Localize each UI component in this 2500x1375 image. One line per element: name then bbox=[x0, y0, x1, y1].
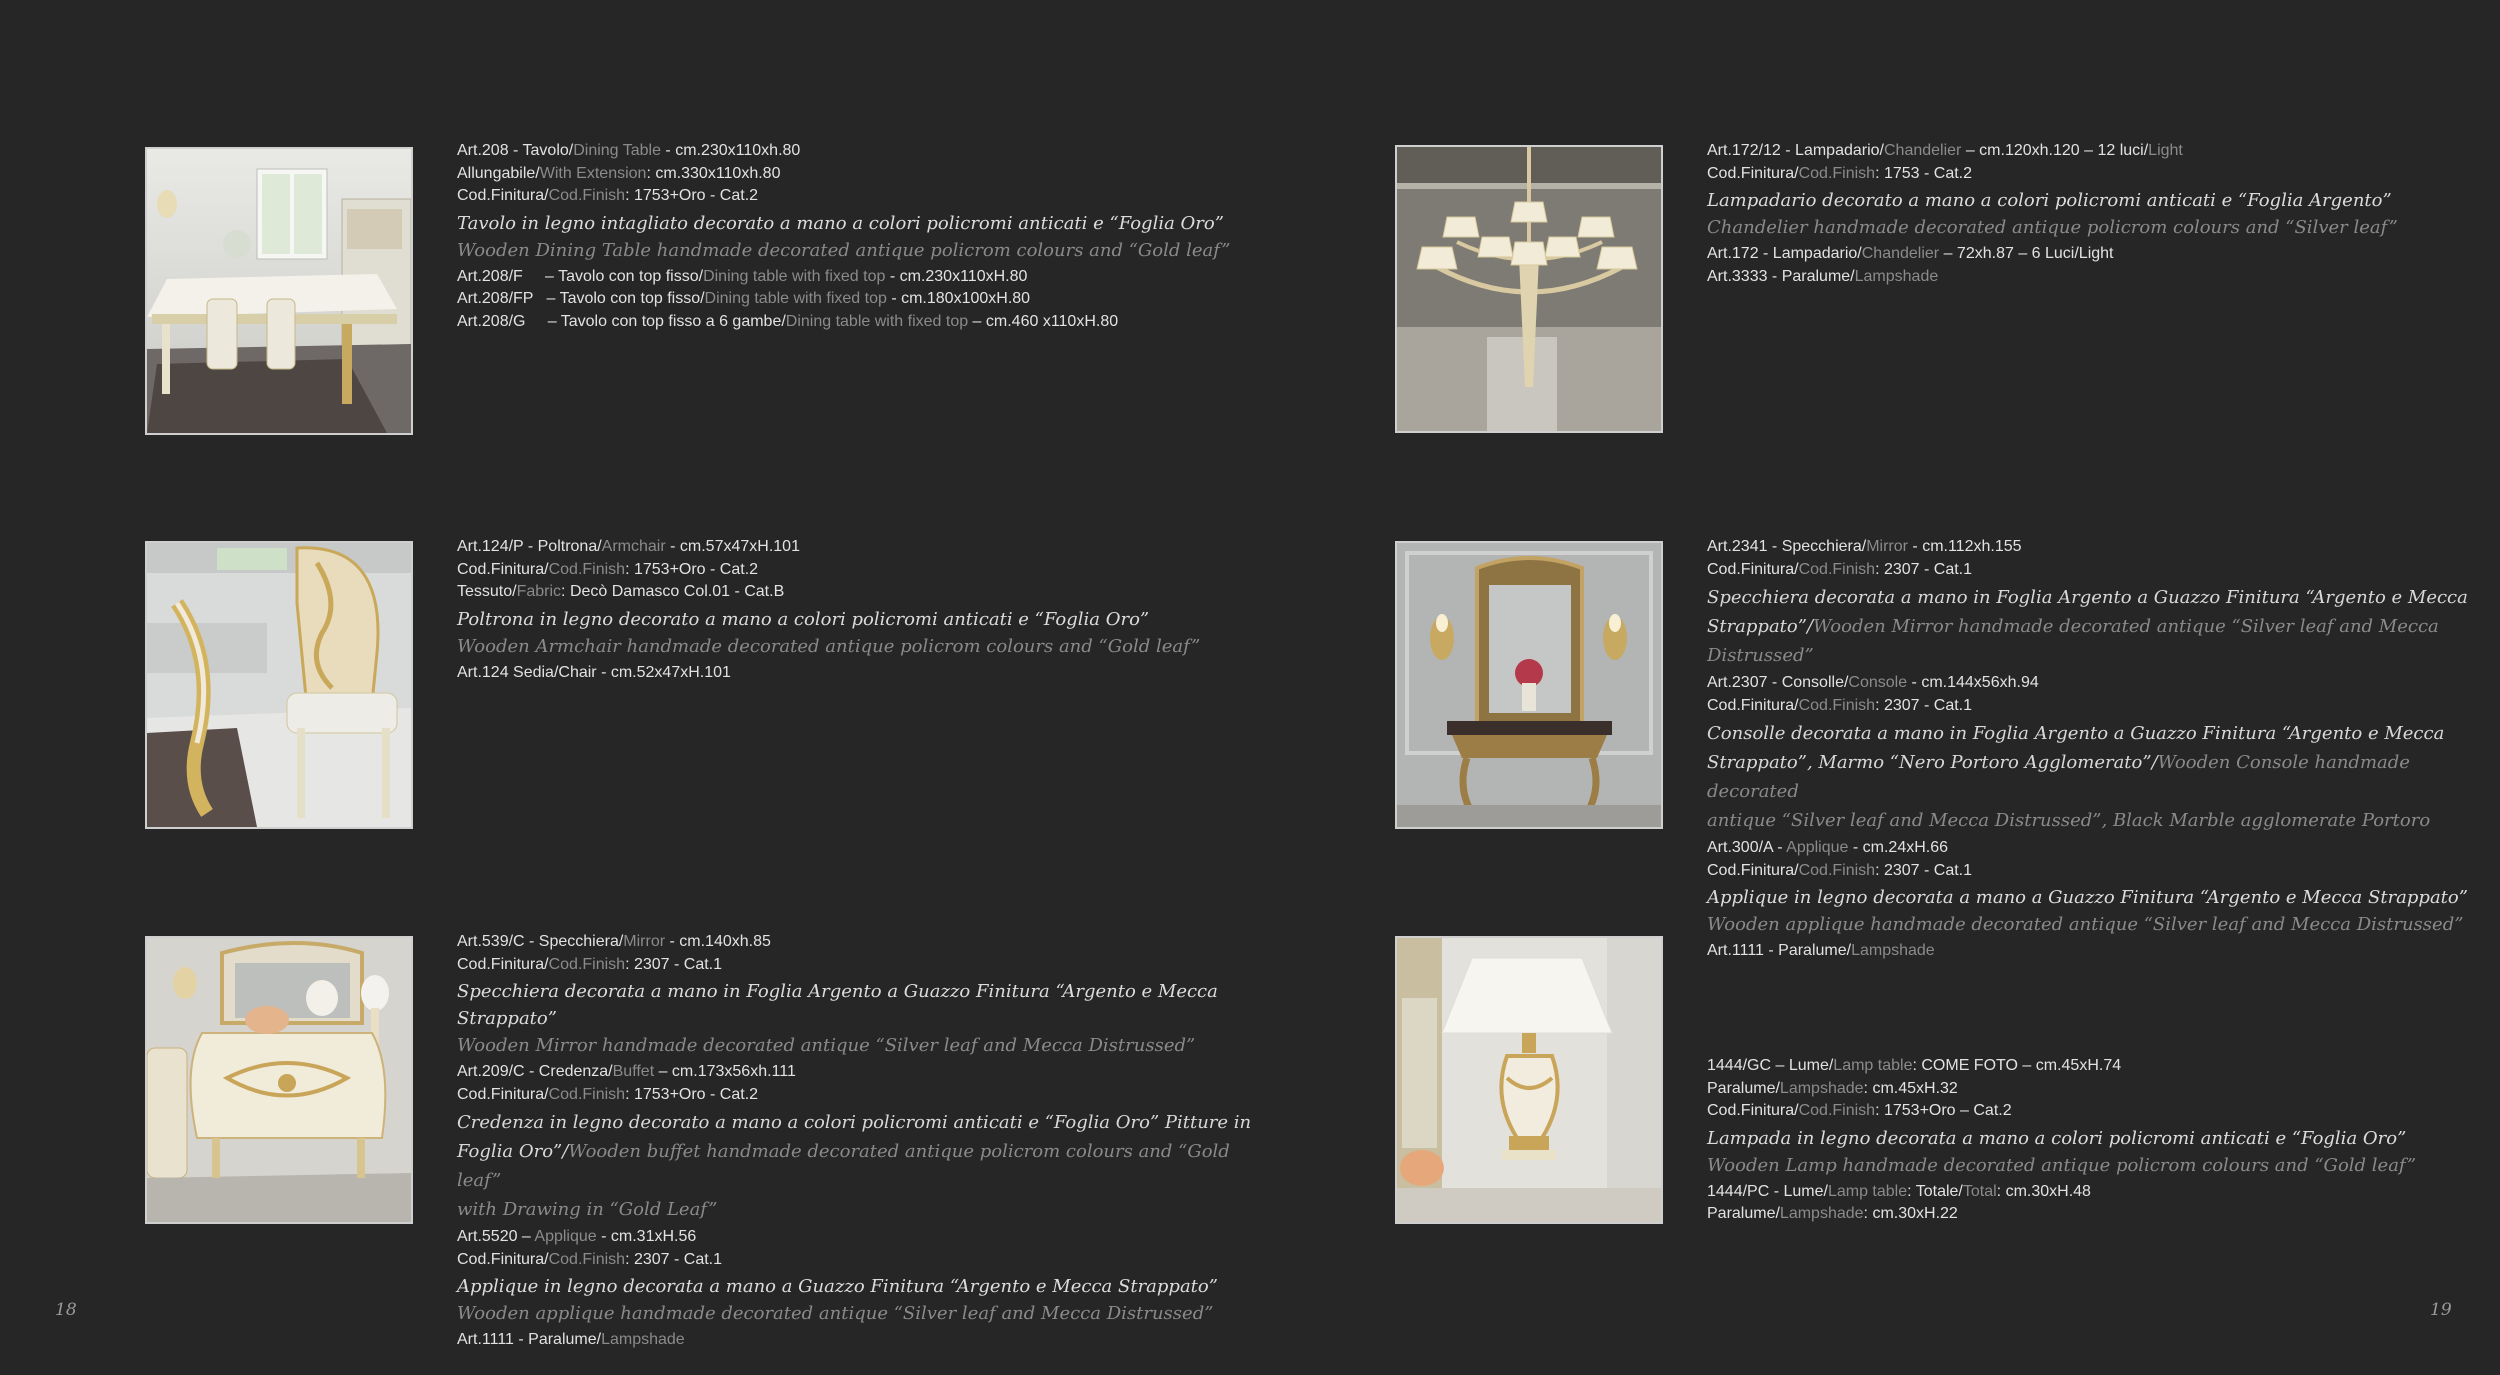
english-description: Wooden Mirror handmade decorated antique “Silver leaf and Mecca Distrussed” bbox=[1707, 616, 2439, 666]
dining-table-description bbox=[457, 140, 1257, 333]
finish-line: Cod.Finitura/Cod.Finish: 2307 - Cat.1 bbox=[1707, 696, 1973, 714]
italian-description: Specchiera decorata a mano in Foglia Argento a Guazzo Finitura “Argento e Mecca bbox=[1707, 587, 2468, 608]
product-line: Art.2307 - Consolle/Console - cm.144x56xh.94 bbox=[1707, 674, 2039, 691]
english-description: with Drawing in “Gold Leaf” bbox=[457, 1199, 718, 1220]
english-description: Wooden Lamp handmade decorated antique policrom colours and “Gold leaf” bbox=[1707, 1154, 2417, 1176]
product-line: Art.539/C - Specchiera/Mirror - cm.140xh.85 bbox=[457, 933, 771, 950]
italian-description: Strappato”, Marmo “Nero Portoro Agglomerato”/ bbox=[1707, 752, 2158, 773]
english-description: Wooden Armchair handmade decorated antique policrom colours and “Gold leaf” bbox=[457, 635, 1201, 657]
table-lamp-photo bbox=[1395, 936, 1663, 1224]
product-line: Art.300/A - Applique - cm.24xH.66 bbox=[1707, 839, 1949, 856]
product-line: Art.1111 - Paralume/Lampshade bbox=[1707, 942, 1935, 959]
chandelier-photo bbox=[1395, 145, 1663, 433]
english-description: Chandelier handmade decorated antique policrom colours and “Silver leaf” bbox=[1707, 217, 2398, 238]
english-description: Wooden Mirror handmade decorated antique “Silver leaf and Mecca Distrussed” bbox=[457, 1035, 1196, 1056]
english-description: Wooden buffet handmade decorated antique policrom colours and “Gold leaf” bbox=[457, 1141, 1230, 1191]
product-line: Art.124/P - Poltrona/Armchair - cm.57x47xH.101 bbox=[457, 538, 800, 555]
label-en: With Extension bbox=[539, 164, 647, 182]
english-description: Wooden Dining Table handmade decorated antique policrom colours and “Gold leaf” bbox=[457, 239, 1231, 261]
chandelier-description bbox=[1707, 140, 2500, 288]
mixed-description bbox=[1707, 583, 2500, 670]
mirror-console-photo bbox=[1395, 541, 1663, 829]
italian-description: Consolle decorata a mano in Foglia Argento a Guazzo Finitura “Argento e Mecca bbox=[1707, 723, 2445, 744]
product-line: Art.209/C - Credenza/Buffet – cm.173x56xh.111 bbox=[457, 1063, 796, 1080]
buffet-photo bbox=[145, 936, 413, 1224]
italian-description: Poltrona in legno decorato a mano a colori policromi anticati e “Foglia Oro” bbox=[457, 608, 1150, 630]
product-line: Art.5520 – Applique - cm.31xH.56 bbox=[457, 1228, 697, 1245]
lampshade-line: Paralume/Lampshade: cm.30xH.22 bbox=[1707, 1205, 1958, 1222]
italian-description: Lampada in legno decorata a mano a colori policromi anticati e “Foglia Oro” bbox=[1707, 1127, 2407, 1149]
fabric-line: Tessuto/Fabric: Decò Damasco Col.01 - Cat.B bbox=[457, 583, 785, 600]
product-line bbox=[457, 140, 1257, 163]
english-description: Wooden applique handmade decorated antique “Silver leaf and Mecca Distrussed” bbox=[457, 1303, 1214, 1324]
italian-description: Specchiera decorata a mano in Foglia Argento a Guazzo Finitura “Argento e Mecca Strappato” bbox=[457, 981, 1218, 1029]
product-line: Art.172 - Lampadario/Chandelier – 72xh.87 – 6 Luci/Light bbox=[1707, 245, 2114, 262]
label-it: Art.208 - Tavolo/ bbox=[457, 142, 574, 159]
product-line: 1444/GC – Lume/Lamp table: COME FOTO – cm.45xH.74 bbox=[1707, 1057, 2122, 1074]
mixed-description bbox=[1707, 719, 2500, 835]
italian-description: Applique in legno decorata a mano a Guazzo Finitura “Argento e Mecca Strappato” bbox=[457, 1276, 1218, 1297]
variant-line: Art.208/G – Tavolo con top fisso a 6 gambe/Dining table with fixed top – cm.460 x110xH.80 bbox=[457, 312, 1119, 330]
italian-description: Credenza in legno decorato a mano a colori policromi anticati e “Foglia Oro” Pitture in bbox=[457, 1112, 1252, 1133]
table-lamp-description bbox=[1707, 1055, 2500, 1226]
finish-line: Cod.Finitura/Cod.Finish: 2307 - Cat.1 bbox=[1707, 861, 1973, 879]
label-it: Allungabile/ bbox=[457, 164, 540, 182]
label-dimensions: - cm.230x110xh.80 bbox=[660, 142, 801, 159]
product-line: Art.2341 - Specchiera/Mirror - cm.112xh.155 bbox=[1707, 538, 2022, 555]
label-en: Dining Table bbox=[573, 142, 661, 159]
italian-description: Foglia Oro”/ bbox=[457, 1141, 569, 1162]
italian-description: Tavolo in legno intagliato decorato a mano a colori policromi anticati e “Foglia Oro” bbox=[457, 212, 1224, 234]
armchair-description bbox=[457, 536, 1257, 684]
page-number-right: 19 bbox=[2430, 1300, 2452, 1320]
buffet-description bbox=[457, 931, 1257, 1352]
italian-description: Strappato”/ bbox=[1707, 616, 1814, 637]
mirror-console-description bbox=[1707, 536, 2500, 963]
mixed-description bbox=[457, 1108, 1257, 1224]
armchair-photo bbox=[145, 541, 413, 829]
product-line: Art.3333 - Paralume/Lampshade bbox=[1707, 267, 1939, 285]
finish-line: Cod.Finitura/Cod.Finish: 2307 - Cat.1 bbox=[1707, 560, 1973, 578]
english-description: antique “Silver leaf and Mecca Distrussed”, Black Marble agglomerate Portoro bbox=[1707, 810, 2431, 831]
variant-line: Art.124 Sedia/Chair - cm.52x47xH.101 bbox=[457, 663, 731, 681]
finish-line: Cod.Finitura/Cod.Finish: 1753+Oro - Cat.2 bbox=[457, 560, 759, 578]
english-description: Wooden applique handmade decorated antique “Silver leaf and Mecca Distrussed” bbox=[1707, 914, 2464, 935]
finish-line: Cod.Finitura/Cod.Finish: 2307 - Cat.1 bbox=[457, 955, 723, 973]
finish-line: Cod.Finitura/Cod.Finish: 1753+Oro - Cat.2 bbox=[457, 1085, 759, 1103]
variant-line: Art.208/FP – Tavolo con top fisso/Dining table with fixed top - cm.180x100xH.80 bbox=[457, 290, 1031, 307]
finish-line: Cod.Finitura/Cod.Finish: 1753+Oro – Cat.2 bbox=[1707, 1102, 2012, 1119]
page-number-left: 18 bbox=[55, 1300, 77, 1320]
italian-description: Applique in legno decorata a mano a Guazzo Finitura “Argento e Mecca Strappato” bbox=[1707, 887, 2468, 908]
italian-description: Lampadario decorato a mano a colori policromi anticati e “Foglia Argento” bbox=[1707, 190, 2392, 211]
product-line: 1444/PC - Lume/Lamp table: Totale/Total: cm.30xH.48 bbox=[1707, 1182, 2091, 1200]
finish-line: Cod.Finitura/Cod.Finish: 2307 - Cat.1 bbox=[457, 1250, 723, 1268]
variant-line: Art.208/F – Tavolo con top fisso/Dining table with fixed top - cm.230x110xH.80 bbox=[457, 267, 1028, 285]
label-en: Cod.Finish bbox=[548, 187, 626, 204]
finish-line: Cod.Finitura/Cod.Finish: 1753 - Cat.2 bbox=[1707, 164, 1973, 182]
finish-line bbox=[457, 185, 1257, 208]
lampshade-line: Paralume/Lampshade: cm.45xH.32 bbox=[1707, 1079, 1958, 1097]
product-line bbox=[457, 163, 1257, 186]
product-line: Art.1111 - Paralume/Lampshade bbox=[457, 1331, 685, 1348]
label-it: Cod.Finitura/ bbox=[457, 187, 549, 204]
product-line: Art.172/12 - Lampadario/Chandelier – cm.120xh.120 – 12 luci/Light bbox=[1707, 142, 2183, 159]
english-description: Wooden Console handmade decorated bbox=[1707, 752, 2410, 802]
label-value: : 1753+Oro - Cat.2 bbox=[625, 187, 759, 204]
label-dimensions: : cm.330x110xh.80 bbox=[646, 164, 781, 182]
dining-table-photo bbox=[145, 147, 413, 435]
